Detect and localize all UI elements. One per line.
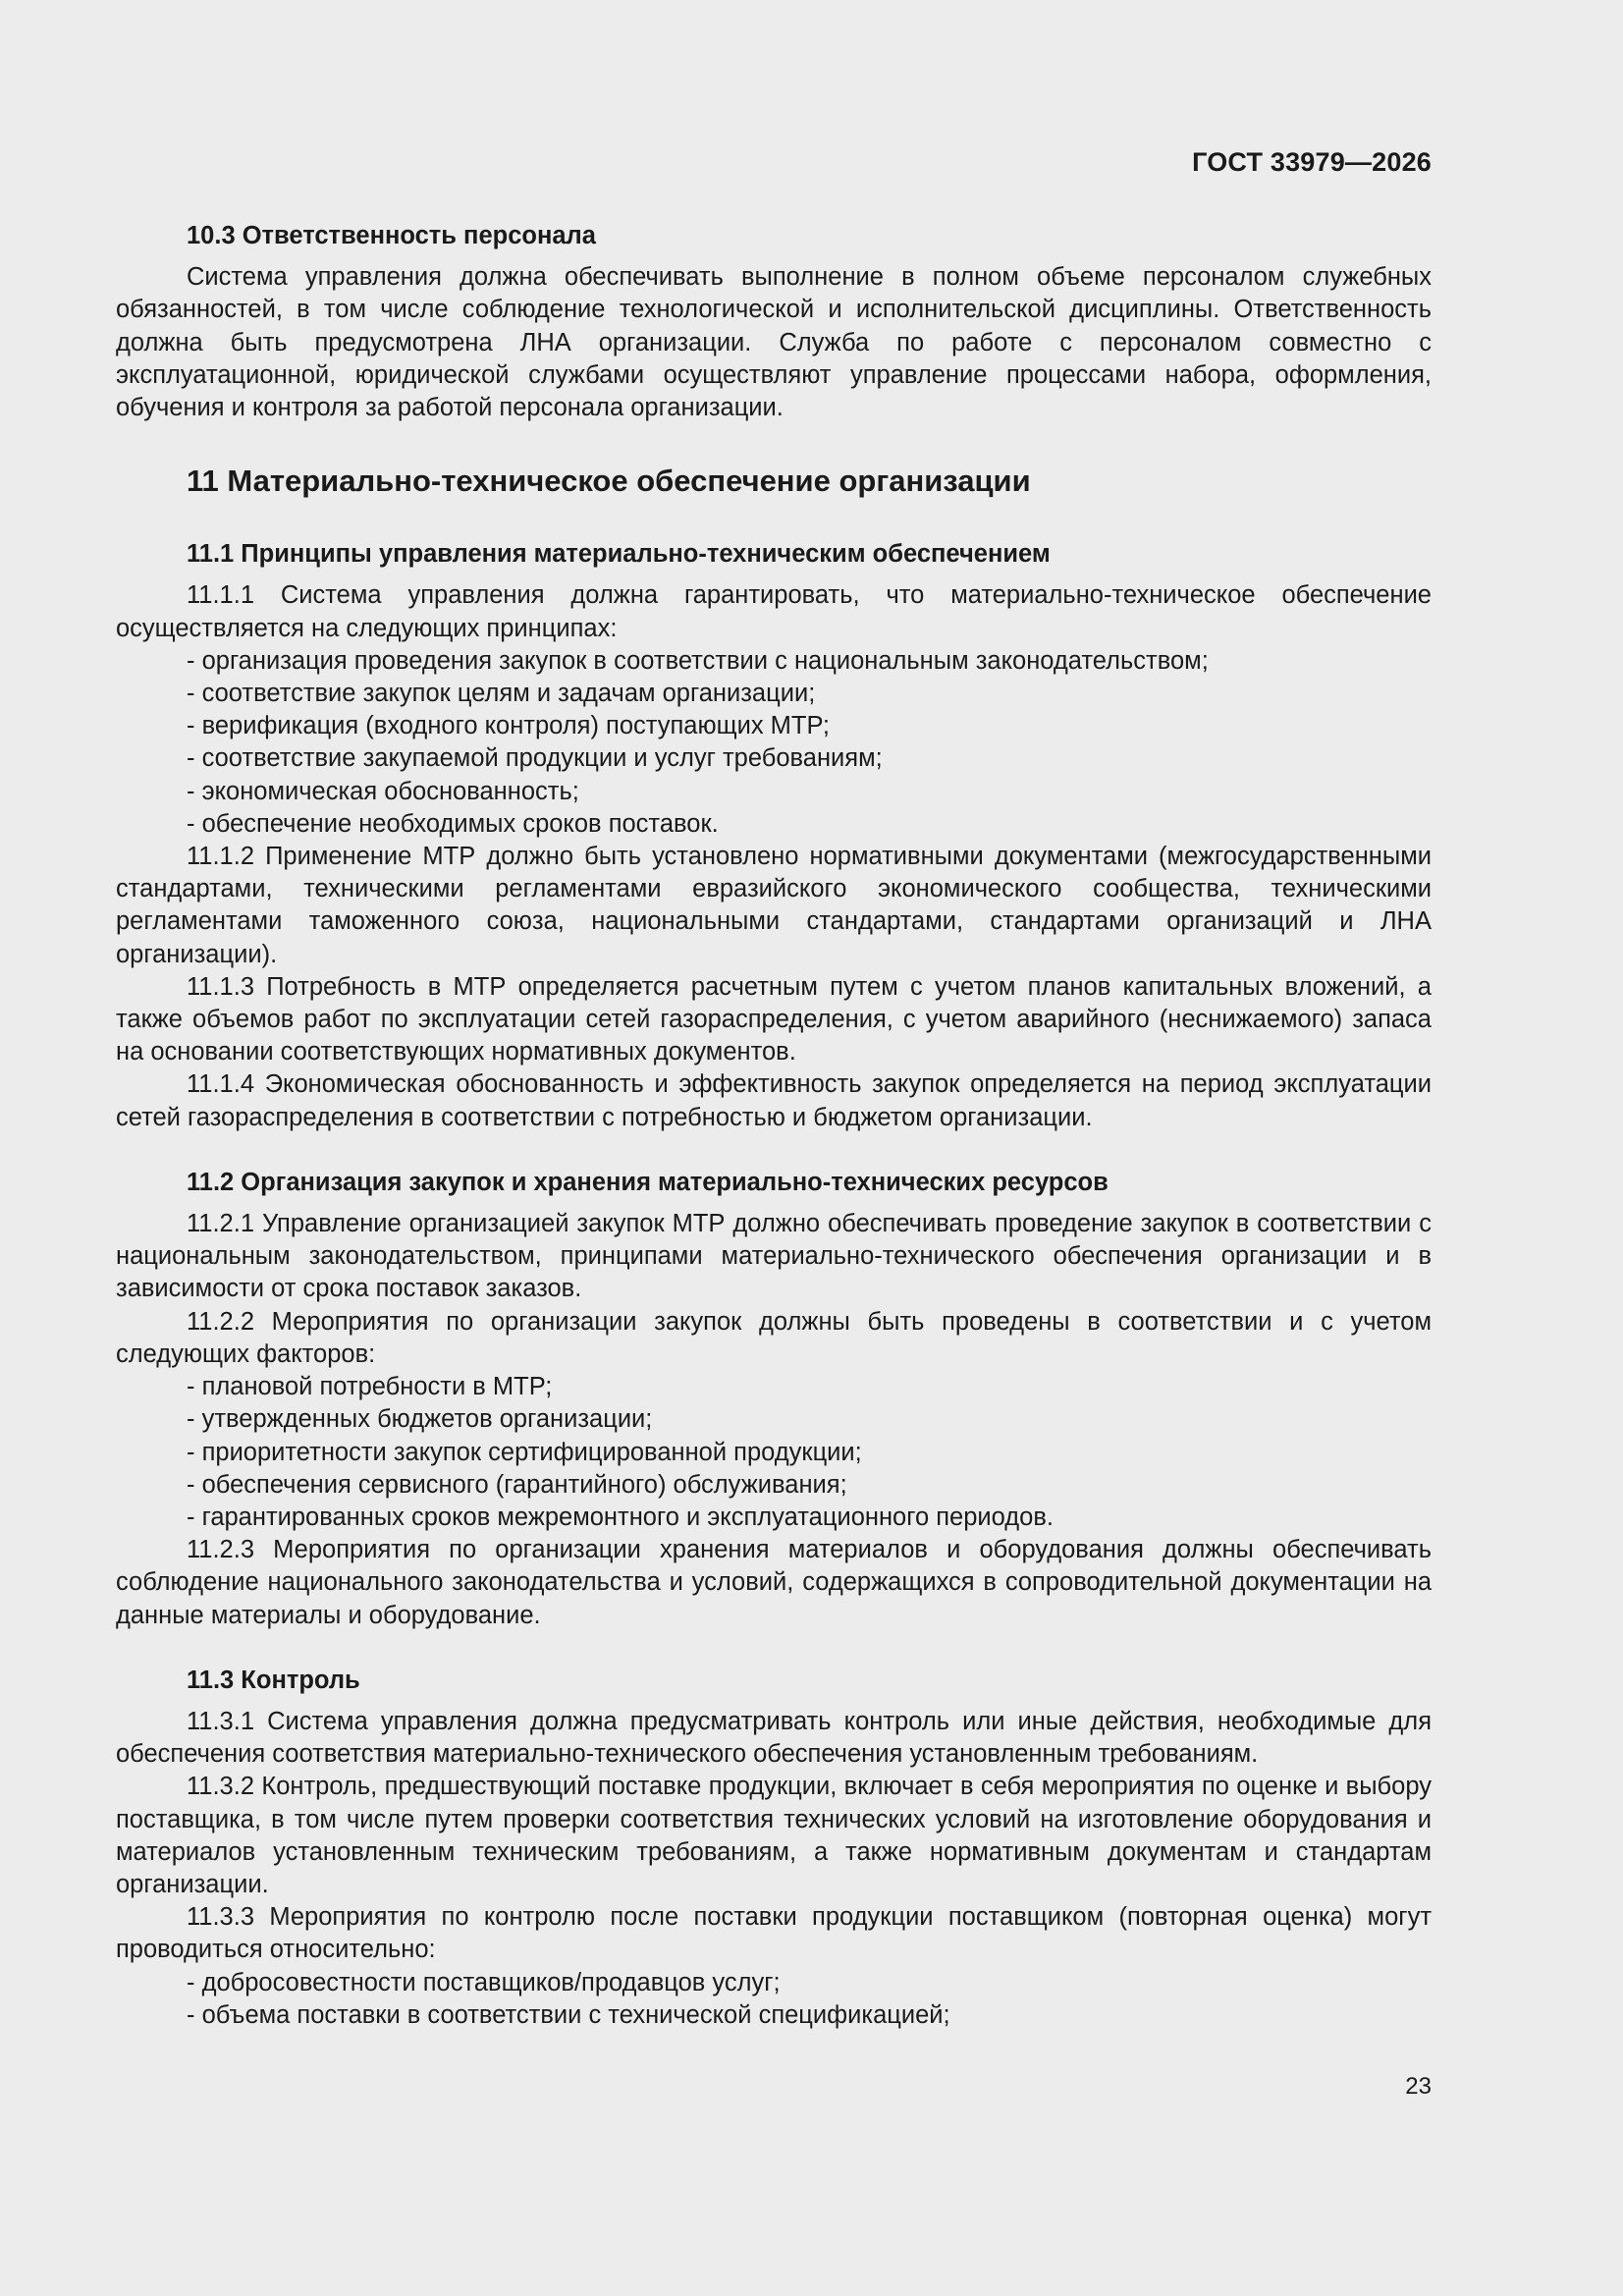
list-item: - обеспечения сервисного (гарантийного) обслуживания; <box>187 1470 847 1499</box>
spacer <box>116 1632 1432 1665</box>
document-body <box>116 220 1432 2032</box>
spacer <box>116 1134 1432 1167</box>
paragraph-11-1-1: 11.1.1 Система управления должна гарантировать, что материально-техническое обеспечение осуществляется на следующих принципах: <box>116 581 1432 642</box>
list-item: - обеспечение необходимых сроков поставок. <box>187 809 719 838</box>
list-item: - приоритетности закупок сертифицированной продукции; <box>187 1438 862 1466</box>
paragraph-11-2-3: 11.2.3 Мероприятия по организации хранения материалов и оборудования должны обеспечивать соблюдение национального законодательства и условий, содержащихся в сопроводительной документации на данные материалы и оборудование. <box>116 1536 1432 1629</box>
document-page <box>116 0 1432 2296</box>
list-item: - организация проведения закупок в соответствии с национальным законодательством; <box>187 646 1209 675</box>
list-item: - экономическая обоснованность; <box>187 777 579 805</box>
paragraph-11-2-1: 11.2.1 Управление организацией закупок МТР должно обеспечивать проведение закупок в соответствии с национальным законодательством, принципами материально-технического обеспечения организации и в зависимости от срока поставок заказов. <box>116 1210 1432 1303</box>
paragraph-11-1-3: 11.1.3 Потребность в МТР определяется расчетным путем с учетом планов капитальных вложений, а также объемов работ по эксплуатации сетей газораспределения, с учетом аварийного (неснижаемого) запаса на основании соответствующих нормативных документов. <box>116 972 1432 1066</box>
list-item: - верификация (входного контроля) поступающих МТР; <box>187 712 831 740</box>
section-10-3-heading: 10.3 Ответственность персонала <box>187 222 596 249</box>
paragraph-11-3-1: 11.3.1 Система управления должна предусматривать контроль или иные действия, необходимые для обеспечения соответствия материально-технического обеспечения установленным требованиям. <box>116 1707 1432 1769</box>
list-item: - плановой потребности в МТР; <box>187 1373 553 1401</box>
section-11-heading: 11 Материально-техническое обеспечение организации <box>187 464 1031 499</box>
section-11-3-heading: 11.3 Контроль <box>187 1666 360 1694</box>
list-item: - добросовестности поставщиков/продавцов услуг; <box>187 1968 781 1996</box>
section-11-2-heading: 11.2 Организация закупок и хранения материально-технических ресурсов <box>187 1168 1109 1196</box>
section-11-1-heading: 11.1 Принципы управления материально-техническим обеспечением <box>187 540 1051 569</box>
paragraph-11-3-2: 11.3.2 Контроль, предшествующий поставке продукции, включает в себя мероприятия по оценке и выбору поставщика, в том числе путем проверки соответствия технических условий на изготовление оборудования и материалов установленным техническим требованиям, а также нормативным документам и стандартам организации. <box>116 1773 1432 1898</box>
section-10-3-paragraph: Система управления должна обеспечивать выполнение в полном объеме персоналом служебных обязанностей, в том числе соблюдение технологической и исполнительской дисциплины. Ответственность должна быть предусмотрена ЛНА организации. Служба по работе с персоналом совместно с эксплуатационной, юридической службами осуществляют управление процессами набора, оформления, обучения и контроля за работой персонала организации. <box>116 263 1432 422</box>
paragraph-11-2-2: 11.2.2 Мероприятия по организации закупок должны быть проведены в соответствии и с учетом следующих факторов: <box>116 1307 1432 1368</box>
list-item: - соответствие закупок целям и задачам организации; <box>187 680 816 708</box>
paragraph-11-3-3: 11.3.3 Мероприятия по контролю после поставки продукции поставщиком (повторная оценка) могут проводиться относительно: <box>116 1903 1432 1964</box>
list-item: - объема поставки в соответствии с технической спецификацией; <box>187 2000 950 2029</box>
list-item: - гарантированных сроков межремонтного и эксплуатационного периодов. <box>187 1503 1054 1531</box>
list-item: - соответствие закупаемой продукции и услуг требованиям; <box>187 744 883 773</box>
list-item: - утвержденных бюджетов организации; <box>187 1405 653 1434</box>
paragraph-11-1-4: 11.1.4 Экономическая обоснованность и эффективность закупок определяется на период эксплуатации сетей газораспределения в соответствии с потребностью и бюджетом организации. <box>116 1070 1432 1131</box>
standard-number: ГОСТ 33979—2026 <box>1192 147 1432 177</box>
paragraph-11-1-2: 11.1.2 Применение МТР должно быть установлено нормативными документами (межгосударственными стандартами, техническими регламентами евразийского экономического сообщества, техническими регламентами таможенного союза, национальными стандартами, стандартами организаций и ЛНА организации). <box>116 843 1432 968</box>
page-number: 23 <box>1405 2073 1432 2100</box>
